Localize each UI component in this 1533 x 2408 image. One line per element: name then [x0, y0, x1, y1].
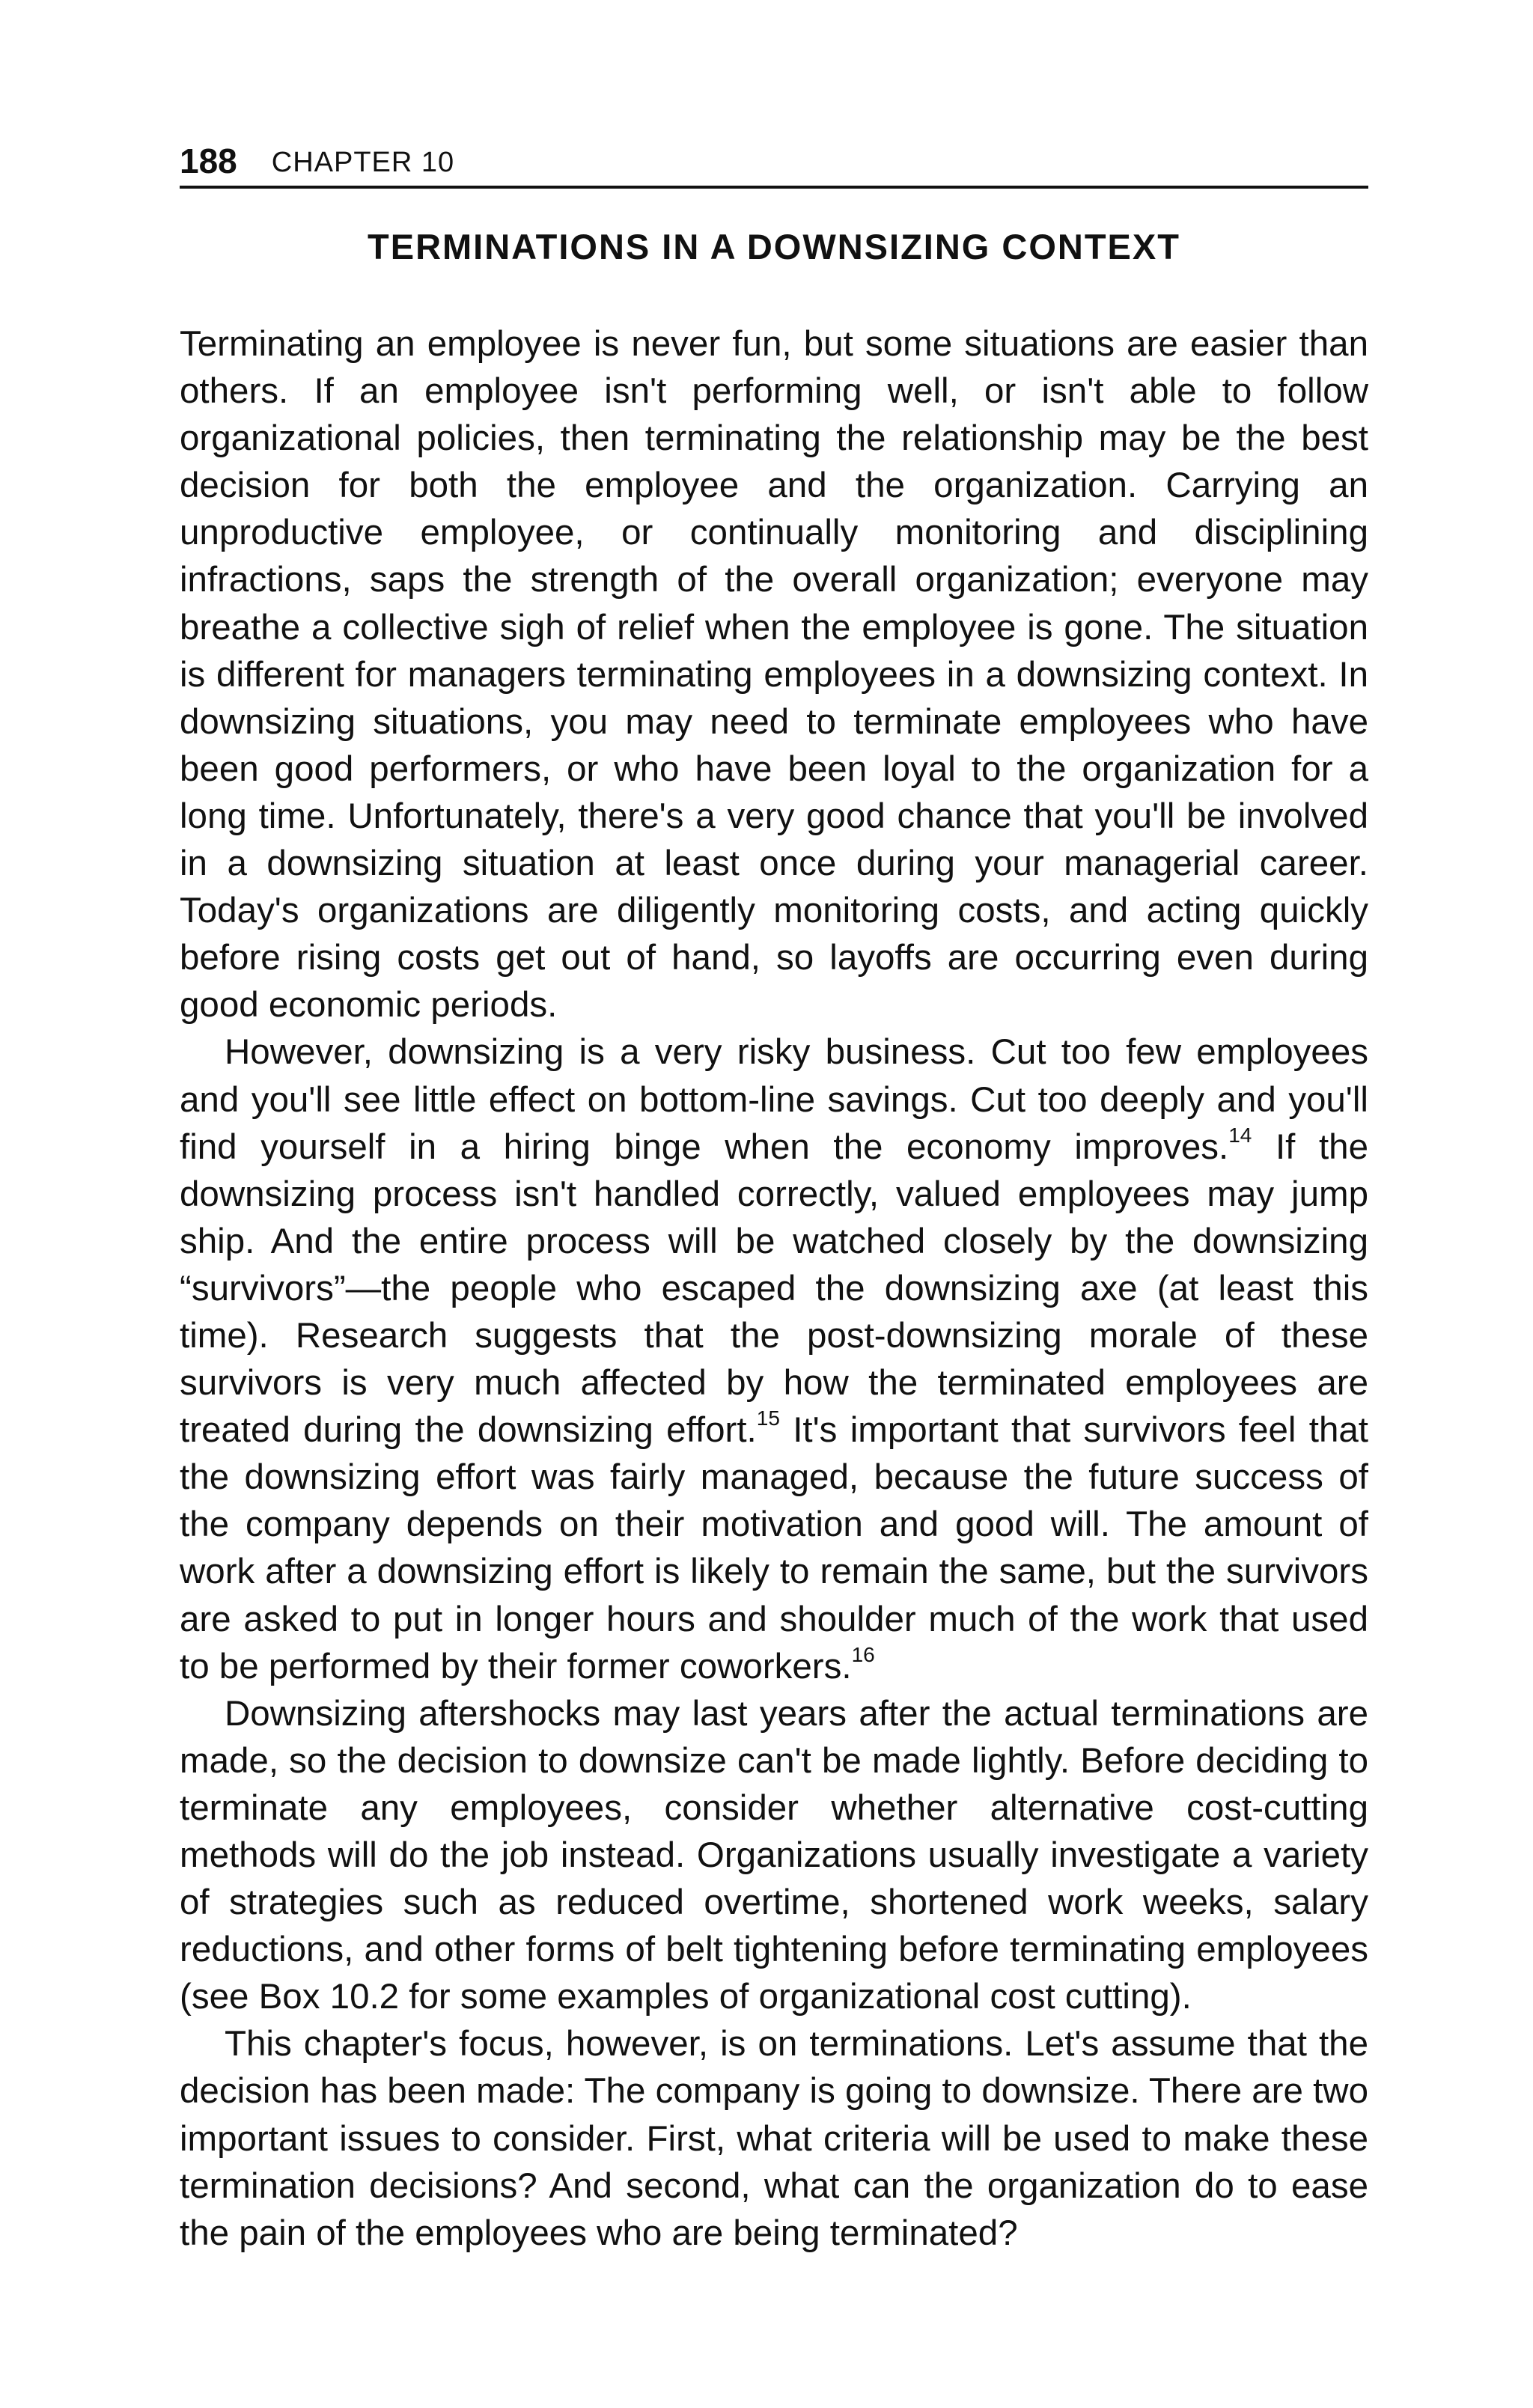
- paragraph-4: This chapter's focus, however, is on terminations. Let's assume that the decision has been made: The company is going to downsize. There are two important issues to consider. First, what criteria will be used to make these termination decisions? And second, what can the organization do to ease the pain of the employees who are being terminated?: [180, 2024, 1368, 2253]
- footnote-ref-14: 14: [1228, 1123, 1252, 1147]
- paragraph-1: Terminating an employee is never fun, but some situations are easier than others. If an employee isn't performing well, or isn't able to follow organizational policies, then terminating the relationship may be the best decision for both the employee and the organization. Carrying an unproductive employee, or continually monitoring and disciplining infractions, saps the strength of the overall organization; everyone may breathe a collective sigh of relief when the employee is gone. The situation is different for managers terminating employees in a downsizing context. In downsizing situations, you may need to terminate employees who have been good performers, or who have been loyal to the organization for a long time. Unfortunately, there's a very good chance that you'll be involved in a downsizing situation at least once during your managerial career. Today's organizations are diligently monitoring costs, and acting quickly before rising costs get out of hand, so layoffs are occurring even during good economic periods.: [180, 324, 1368, 1025]
- paragraph-2-part-1: However, downsizing is a very risky business. Cut too few employees and you'll see little effect on bottom-line savings. Cut too deeply and you'll find yourself in a hiring binge when the economy improves.: [180, 1032, 1368, 1167]
- paragraph-2-part-3: It's important that survivors feel that the downsizing effort was fairly managed, because the future success of the company depends on their motivation and good will. The amount of work after a downsizing effort is likely to remain the same, but the survivors are asked to put in longer hours and shoulder much of the work that used to be performed by their former coworkers.: [180, 1410, 1368, 1686]
- footnote-ref-16: 16: [851, 1642, 875, 1666]
- paragraph-3: Downsizing aftershocks may last years after the actual terminations are made, so the decision to downsize can't be made lightly. Before deciding to terminate any employees, consider whether alternative cost-cutting methods will do the job instead. Organizations usually investigate a variety of strategies such as reduced overtime, shortened work weeks, salary reductions, and other forms of belt tightening before terminating employees (see Box 10.2 for some examples of organizational cost cutting).: [180, 1693, 1368, 2017]
- footnote-ref-15: 15: [756, 1406, 780, 1430]
- chapter-label: CHAPTER 10: [271, 147, 455, 178]
- body-text: [180, 320, 1368, 2257]
- page-number: 188: [180, 141, 237, 180]
- running-head: [180, 132, 1368, 189]
- paragraph-2: [180, 1028, 1368, 1689]
- paragraph-2-part-2: If the downsizing process isn't handled correctly, valued employees may jump ship. And the entire process will be watched closely by the downsizing “survivors”—the people who escaped the downsizing axe (at least this time). Research suggests that the post-downsizing morale of these survivors is very much affected by how the terminated employees are treated during the downsizing effort.: [180, 1127, 1368, 1451]
- section-title: TERMINATIONS IN A DOWNSIZING CONTEXT: [368, 227, 1180, 266]
